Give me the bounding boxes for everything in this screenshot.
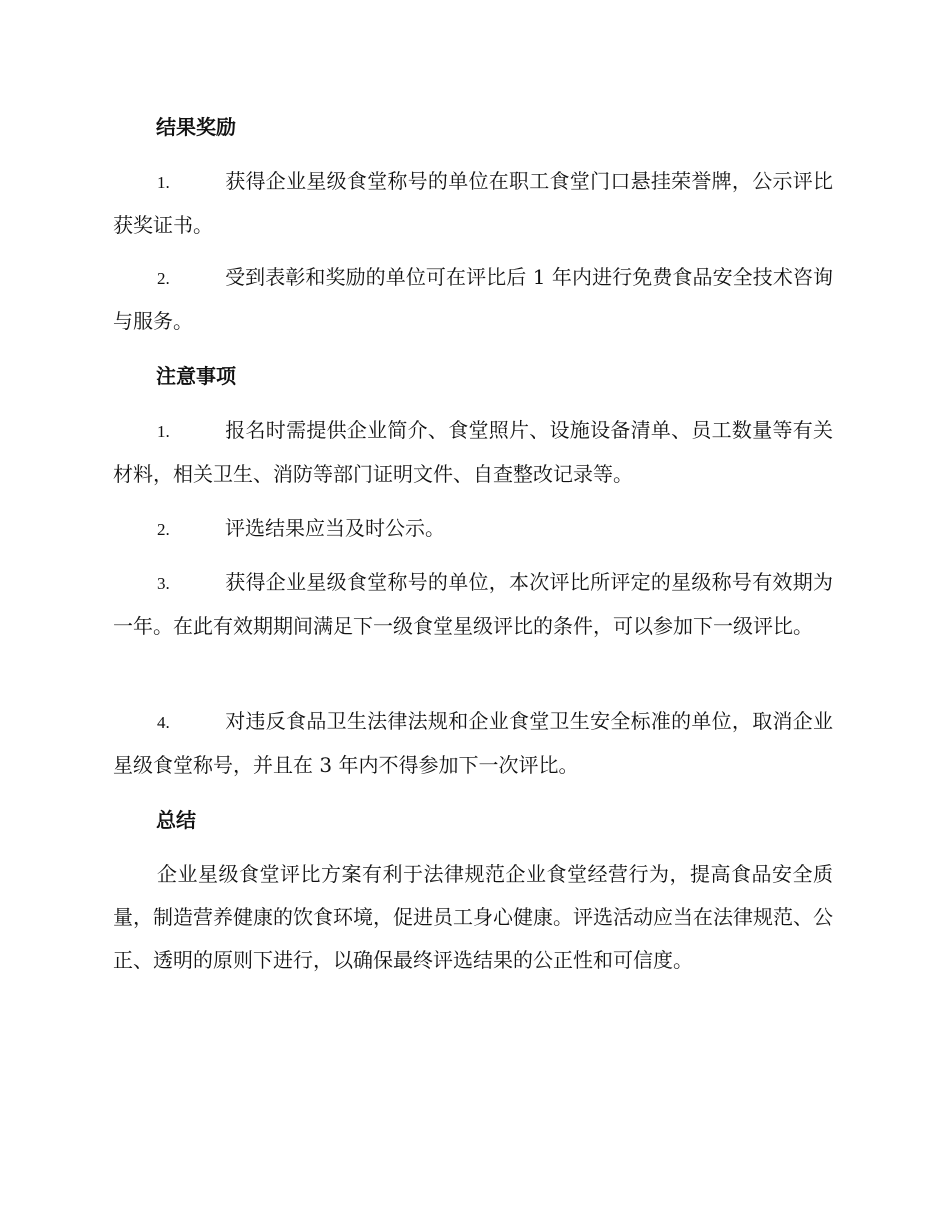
list-item-number: 1. bbox=[157, 422, 170, 441]
list-item-text: 受到表彰和奖励的单位可在评比后 1 年内进行免费食品安全技术咨询与服务。 bbox=[113, 265, 833, 333]
list-item-text: 对违反食品卫生法律法规和企业食堂卫生安全标准的单位，取消企业星级食堂称号，并且在 3 年内不得参加下一次评比。 bbox=[113, 709, 833, 777]
section-heading-notes: 注意事项 bbox=[156, 364, 236, 388]
list-item bbox=[113, 256, 833, 343]
list-item bbox=[113, 700, 833, 787]
list-item-text: 报名时需提供企业简介、食堂照片、设施设备清单、员工数量等有关材料，相关卫生、消防等部门证明文件、自查整改记录等。 bbox=[113, 418, 833, 486]
section-heading-summary: 总结 bbox=[156, 808, 196, 832]
section-heading-reward: 结果奖励 bbox=[156, 115, 236, 139]
list-item-text: 获得企业星级食堂称号的单位在职工食堂门口悬挂荣誉牌，公示评比获奖证书。 bbox=[113, 169, 833, 237]
list-item bbox=[113, 160, 833, 247]
list-item-number: 3. bbox=[157, 574, 170, 593]
list-item-number: 1. bbox=[157, 173, 170, 192]
list-item bbox=[113, 561, 833, 648]
list-item-text: 获得企业星级食堂称号的单位，本次评比所评定的星级称号有效期为一年。在此有效期期间满足下一级食堂星级评比的条件，可以参加下一级评比。 bbox=[113, 570, 833, 638]
list-item-number: 2. bbox=[157, 269, 170, 288]
list-item-number: 4. bbox=[157, 713, 170, 732]
summary-paragraph: 企业星级食堂评比方案有利于法律规范企业食堂经营行为，提高食品安全质量，制造营养健康的饮食环境，促进员工身心健康。评选活动应当在法律规范、公正、透明的原则下进行，以确保最终评选结果的公正性和可信度。 bbox=[113, 862, 833, 972]
list-item bbox=[113, 409, 833, 496]
list-item-text: 评选结果应当及时公示。 bbox=[225, 516, 445, 540]
list-item-number: 2. bbox=[157, 520, 170, 539]
list-item bbox=[113, 507, 833, 551]
